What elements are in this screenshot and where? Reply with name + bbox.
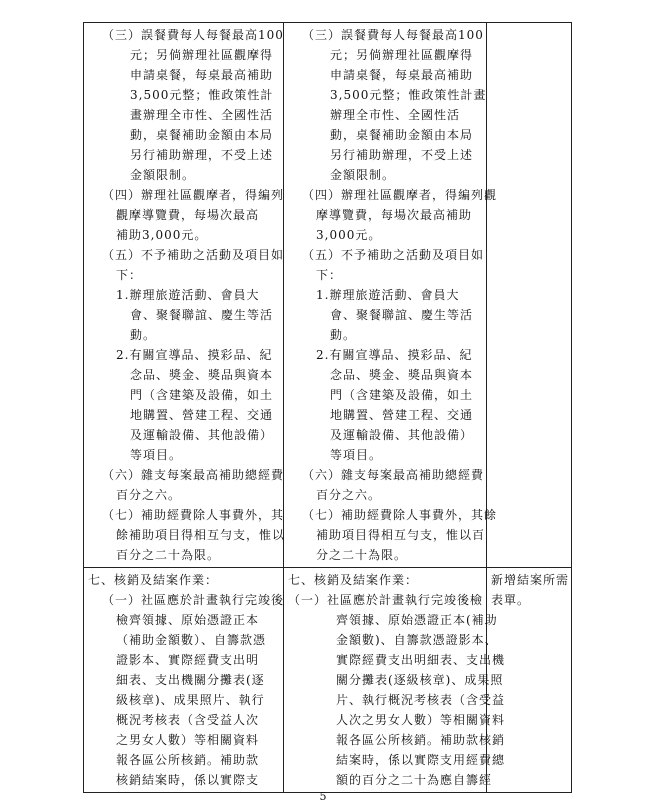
text-line: 元；另倘辦理社區觀摩得 [130, 48, 274, 62]
text-line: 地購置、營建工程、交通 [330, 408, 474, 422]
text-line: 百分之二十為限。 [116, 548, 221, 562]
text-line: 金額限制。 [130, 168, 196, 182]
text-line: 動。 [330, 328, 357, 342]
text-line: 3,500元整；惟政策性計畫 [330, 88, 487, 102]
text-line: 元；另倘辦理社區觀摩得 [330, 48, 474, 62]
text-line: 門（含建築及設備，如土 [330, 388, 474, 402]
text-line: （六）雜支每案最高補助總經費 [302, 468, 485, 482]
text-line: 餘補助項目得相互勻支，惟以 [116, 528, 286, 542]
text-line: 報各區公所核銷。補助款 [116, 753, 260, 767]
text-line: 地購置、營建工程、交通 [130, 408, 274, 422]
text-line: 會、聚餐聯誼、慶生等活 [330, 308, 474, 322]
text-line: （四）辦理社區觀摩者，得編列觀 [302, 188, 498, 202]
text-line: 結案時，係以實際支用經費總 [336, 753, 506, 767]
text-line: 報各區公所核銷。補助款核銷 [336, 733, 506, 747]
text-line: 會、聚餐聯誼、慶生等活 [130, 308, 274, 322]
text-line: （六）雜支每案最高補助總經費 [102, 468, 285, 482]
comparison-table-body [84, 23, 572, 793]
text-line: 2.有關宣導品、摸彩品、紀 [116, 348, 273, 362]
text-line: 核銷結案時，係以實際支 [116, 773, 260, 787]
text-line: （四）辦理社區觀摩者，得編列 [102, 188, 285, 202]
text-line: 新增結案所需 [491, 573, 570, 587]
text-line: 關分攤表(逐級核章)、成果照 [336, 673, 504, 687]
text-line: 另行補助辦理，不受上述 [330, 148, 474, 162]
text-line: 等項目。 [330, 448, 383, 462]
text-line: 動。 [130, 328, 157, 342]
text-line: 2.有關宣導品、摸彩品、紀 [316, 348, 473, 362]
text-line: 念品、獎金、獎品與資本 [330, 368, 474, 382]
text-line: 念品、獎金、獎品與資本 [130, 368, 274, 382]
text-line: 等項目。 [130, 448, 183, 462]
text-line: 金額限制。 [330, 168, 396, 182]
table-row [84, 568, 572, 793]
text-line: 檢齊領據、原始憑證正本 [116, 613, 260, 627]
column-note [487, 23, 572, 568]
text-line: 百分之六。 [316, 488, 382, 502]
text-line: 之男女人數）等相關資料 [116, 733, 260, 747]
text-line: 金額數)、自籌款憑證影本、 [336, 633, 498, 647]
text-line: 申請桌餐，每桌最高補助 [330, 68, 474, 82]
text-line: 1.辦理旅遊活動、會員大 [116, 288, 260, 302]
column-original-text [84, 23, 284, 568]
text-line: 表單。 [491, 593, 531, 607]
text-line: 3,500元整；惟政策性計 [130, 88, 274, 102]
text-line: （一）社區應於計畫執行完竣後 [102, 593, 285, 607]
text-line: 另行補助辦理，不受上述 [130, 148, 274, 162]
text-line: 概況考核表（含受益人次 [116, 713, 260, 727]
text-line: （五）不予補助之活動及項目如 [302, 248, 485, 262]
text-line: 申請桌餐，每桌最高補助 [130, 68, 274, 82]
text-line: 辦理全市性、全國性活 [330, 108, 461, 122]
text-line: 1.辦理旅遊活動、會員大 [316, 288, 460, 302]
text-line: 門（含建築及設備，如土 [130, 388, 274, 402]
text-line: 實際經費支出明細表、支出機 [336, 653, 506, 667]
page-number: 5 [319, 790, 327, 803]
text-line: 級核章)、成果照片、執行 [116, 693, 265, 707]
text-line: 動，桌餐補助金額由本局 [330, 128, 474, 142]
text-line: 補助項目得相互勻支，惟以百 [316, 528, 486, 542]
text-line: 補助3,000元。 [116, 228, 208, 242]
text-line: 片、執行概況考核表（含受益 [336, 693, 506, 707]
text-line: （七）補助經費除人事費外，其餘 [302, 508, 498, 522]
text-line: 動，桌餐補助金額由本局 [130, 128, 274, 142]
text-line: 觀摩導覽費，每場次最高 [116, 208, 260, 222]
text-line: 百分之六。 [116, 488, 182, 502]
text-line: （補助金額數）、自籌款憑 [116, 633, 267, 647]
text-line: （一）社區應於計畫執行完竣後檢 [288, 593, 484, 607]
table-row [84, 23, 572, 568]
text-line: 下： [316, 268, 343, 282]
text-line: 七、核銷及結案作業： [88, 573, 219, 587]
text-line: 證影本、實際經費支出明 [116, 653, 260, 667]
text-line: 下： [116, 268, 143, 282]
text-line: 七、核銷及結案作業： [288, 573, 419, 587]
text-line: （五）不予補助之活動及項目如 [102, 248, 285, 262]
text-line: （三）誤餐費每人每餐最高100 [102, 28, 284, 42]
text-line: （七）補助經費除人事費外，其 [102, 508, 285, 522]
text-line: 分之二十為限。 [316, 548, 408, 562]
text-line: 畫辦理全市性、全國性活 [130, 108, 274, 122]
column-original-text [84, 568, 284, 793]
text-line: 及運輸設備、其他設備） [330, 428, 474, 442]
text-line: 3,000元。 [316, 228, 382, 242]
comparison-table [83, 22, 572, 793]
text-line: 齊領據、原始憑證正本(補助 [336, 613, 498, 627]
column-revised-text [284, 568, 506, 793]
text-line: 額的百分之二十為應自籌經 [336, 773, 493, 787]
text-line: （三）誤餐費每人每餐最高100 [302, 28, 484, 42]
text-line: 及運輸設備、其他設備） [130, 428, 274, 442]
text-line: 人次之男女人數）等相關資料 [336, 713, 506, 727]
column-revised-text [284, 23, 498, 568]
text-line: 細表、支出機關分攤表(逐 [116, 673, 265, 687]
text-line: 摩導覽費，每場次最高補助 [316, 208, 473, 222]
